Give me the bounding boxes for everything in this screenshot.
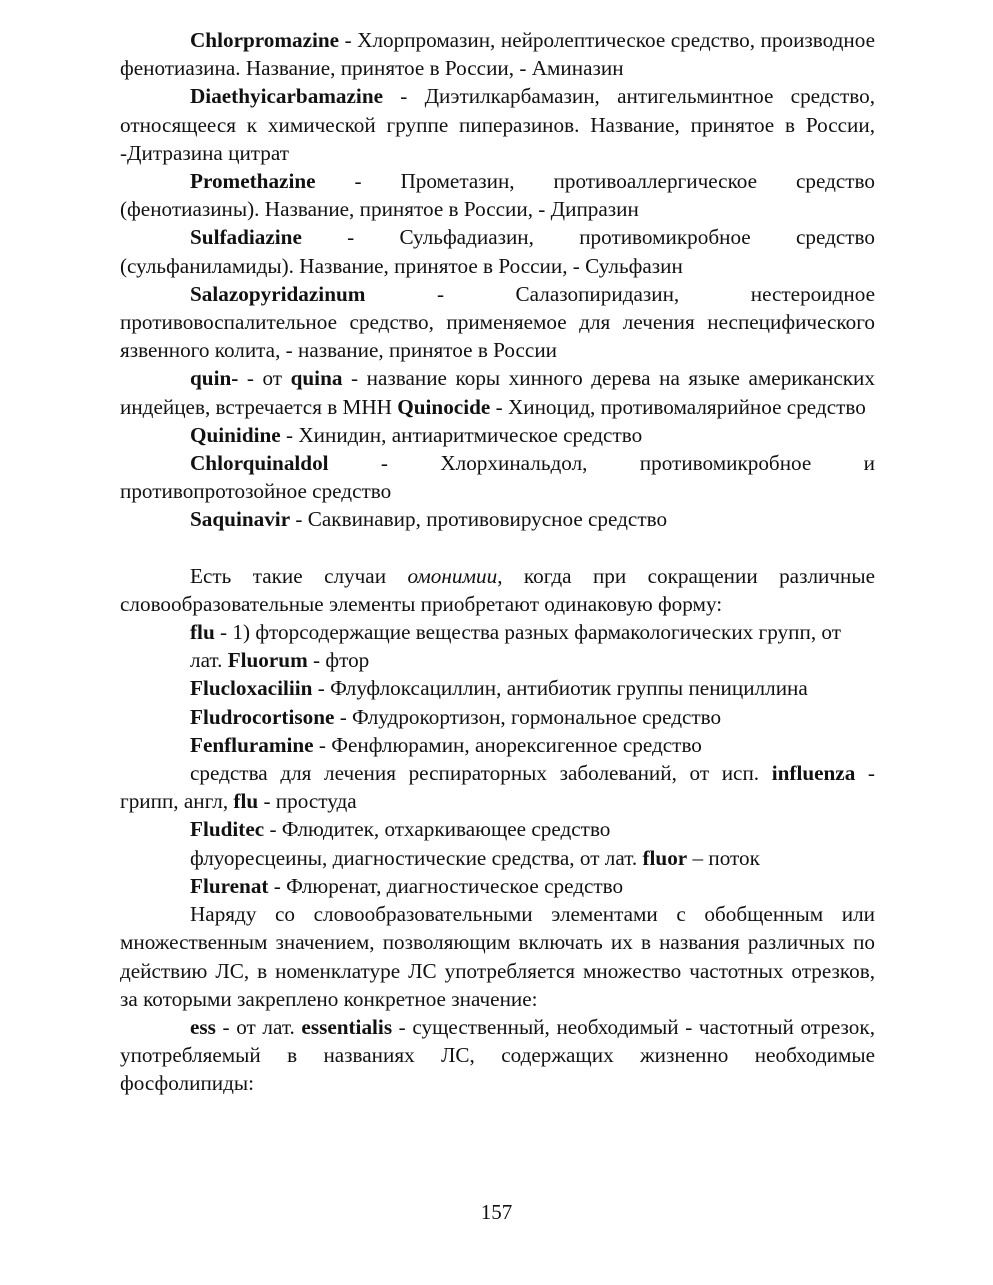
term: quina bbox=[290, 366, 343, 391]
text-run: - Диэтилкарбамазин, антигельминтное средство, относящееся к химической группе пиперазинов. Название, принятое в России, -Дитразина цитрат bbox=[120, 84, 875, 165]
emphasis: омонимии bbox=[407, 563, 498, 588]
term: Fenfluramine bbox=[190, 732, 314, 757]
text-run: - Салазопиридазин, нестероидное противовоспалительное средство, применяемое для лечения неспецифического язвенного колита, - название, принятое в России bbox=[120, 281, 875, 363]
term: quin- bbox=[190, 366, 239, 391]
paragraph bbox=[120, 26, 875, 82]
paragraph bbox=[120, 872, 875, 900]
term: Flucloxaciliin bbox=[190, 676, 313, 701]
text-run: - Хиноцид, противомалярийное средство bbox=[490, 394, 866, 419]
text-run: - Хлорхинальдол, противомикробное и противопротозойное средство bbox=[120, 451, 875, 504]
paragraph bbox=[120, 844, 875, 872]
term: Quinidine bbox=[190, 422, 281, 447]
text-run: - Флюдитек, отхаркивающее средство bbox=[264, 817, 611, 842]
term: flu bbox=[190, 620, 215, 645]
text-run: - от bbox=[238, 366, 291, 391]
text-run: - существенный, необходимый - частотный отрезок, употребляемый в названиях ЛС, содержащих жизненно необходимые фосфолипиды: bbox=[120, 1014, 875, 1096]
text-run: - название коры хинного дерева на языке американских индейцев, встречается в МНН bbox=[120, 366, 875, 419]
paragraph bbox=[120, 505, 875, 533]
paragraph bbox=[120, 674, 875, 702]
term: Saquinavir bbox=[190, 507, 291, 532]
term: fluor bbox=[642, 845, 688, 870]
term: Chlorpromazine bbox=[190, 28, 340, 52]
term: flu bbox=[233, 789, 259, 814]
paragraph bbox=[120, 223, 875, 279]
text-run: - Сульфадиазин, противомикробное средство (сульфаниламиды). Название, принятое в России, - Сульфазин bbox=[120, 225, 875, 278]
paragraph bbox=[120, 280, 875, 365]
term: Quinocide bbox=[397, 394, 491, 419]
text-run: - Флуфлоксациллин, антибиотик группы пенициллина bbox=[312, 676, 808, 701]
text-run: средства для лечения респираторных заболеваний, от исп. bbox=[190, 761, 772, 786]
term: Sulfadiazine bbox=[190, 225, 302, 250]
term: Chlorquinaldol bbox=[190, 451, 329, 476]
text-run: - от лат. bbox=[215, 1014, 302, 1039]
spacer bbox=[120, 534, 875, 562]
paragraph bbox=[120, 815, 875, 843]
text-run: - фтор bbox=[307, 648, 370, 673]
text-run: - Хлорпромазин, нейролептическое средство, производное фенотиазина. Название, принятое в России, - Аминазин bbox=[120, 28, 875, 81]
text-run: лат. bbox=[190, 648, 228, 673]
text-run: - Прометазин, противоаллергическое средство (фенотиазины). Название, принятое в России, - Дипразин bbox=[120, 169, 875, 222]
term: Diaethyicarbamazine bbox=[190, 84, 384, 109]
text-run: - Саквинавир, противовирусное средство bbox=[290, 507, 668, 532]
term: Fludrocortisone bbox=[190, 704, 335, 729]
term: Promethazine bbox=[190, 169, 316, 194]
term: influenza bbox=[771, 761, 856, 786]
text-run: флуоресцеины, диагностические средства, от лат. bbox=[190, 845, 643, 870]
paragraph bbox=[120, 421, 875, 449]
paragraph bbox=[120, 703, 875, 731]
text-run: Наряду со словообразовательными элементами с обобщенным или множественным значением, позволяющим включать их в названия различных по действию ЛС, в номенклатуре ЛС употребляется множество частотных отрезков, за которыми закреплено конкретное значение: bbox=[120, 902, 875, 1011]
text-run: - Флудрокортизон, гормональное средство bbox=[334, 704, 722, 729]
term: Flurenat bbox=[190, 873, 269, 898]
paragraph bbox=[120, 82, 875, 167]
text-run: - простуда bbox=[258, 789, 357, 814]
page-number: 157 bbox=[480, 1200, 513, 1224]
paragraph bbox=[120, 759, 875, 815]
text-run: , когда при сокращении различные словообразовательные элементы приобретают одинаковую форму: bbox=[120, 563, 875, 616]
term: essentialis bbox=[301, 1014, 393, 1039]
paragraph bbox=[120, 364, 875, 420]
paragraph bbox=[120, 562, 875, 618]
paragraph bbox=[120, 646, 875, 674]
text-run: - грипп, англ, bbox=[120, 761, 875, 814]
term: Salazopyridazinum bbox=[190, 281, 366, 306]
paragraph bbox=[120, 1013, 875, 1098]
text-run: - Фенфлюрамин, анорексигенное средство bbox=[313, 732, 702, 757]
paragraph bbox=[120, 731, 875, 759]
term: Fluorum bbox=[227, 648, 308, 673]
term: Fluditec bbox=[190, 817, 265, 842]
text-run: - Флюренат, диагностическое средство bbox=[268, 873, 624, 898]
text-run: - Хинидин, антиаритмическое средство bbox=[280, 422, 643, 447]
text-run: - 1) фторсодержащие вещества разных фармакологических групп, от bbox=[214, 620, 841, 645]
text-run: Есть такие случаи bbox=[190, 563, 408, 588]
paragraph bbox=[120, 618, 875, 646]
paragraph bbox=[120, 900, 875, 1013]
paragraph bbox=[120, 449, 875, 505]
page-body bbox=[120, 26, 875, 1098]
paragraph bbox=[120, 167, 875, 223]
term: ess bbox=[190, 1014, 216, 1039]
text-run: – поток bbox=[687, 845, 760, 870]
